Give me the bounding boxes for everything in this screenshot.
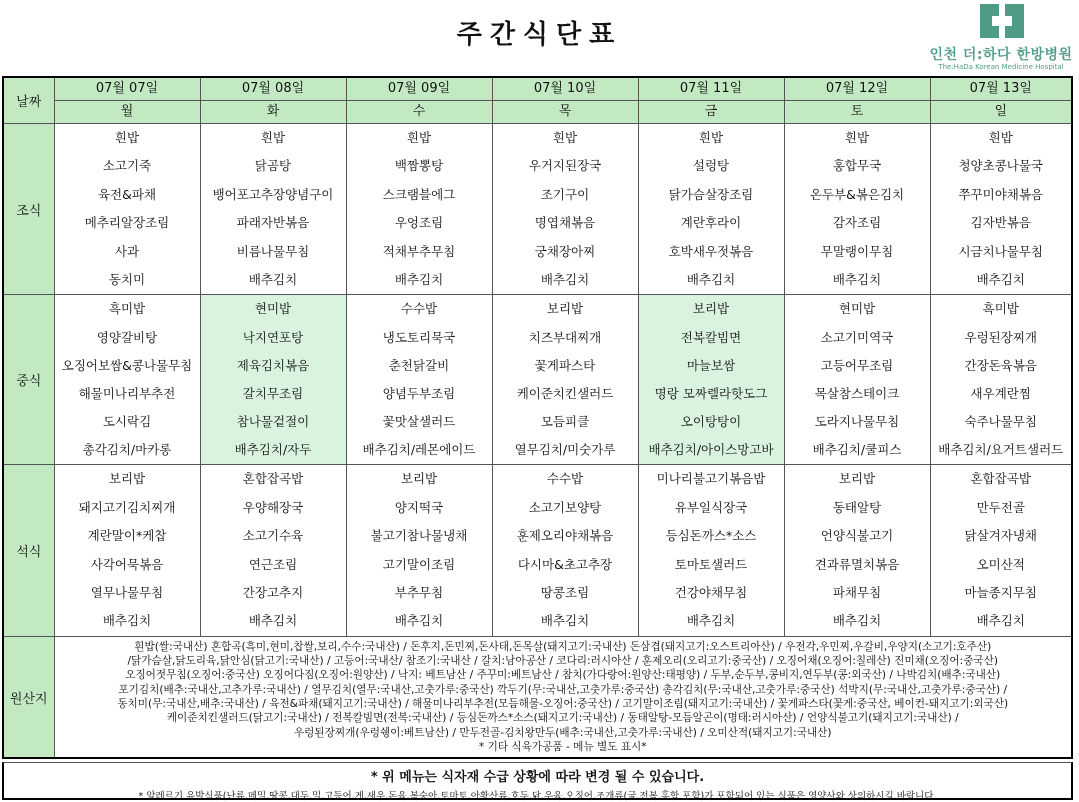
menu-item: 전복칼빔면 [680, 329, 742, 345]
day-weekday: 금 [638, 101, 784, 124]
menu-item: 숙주나물무침 [964, 414, 1037, 430]
menu-item: 온두부&볶은김치 [809, 186, 905, 202]
date-row [3, 77, 1072, 101]
menu-item: 낙지연포탕 [242, 329, 304, 345]
menu-item: 배추김치 [686, 613, 736, 629]
day-date: 07월 09일 [346, 77, 492, 101]
menu-item: 비름나물무침 [236, 243, 310, 259]
menu-item: 보리밥 [546, 301, 584, 317]
menu-item: 영양갈비탕 [96, 329, 158, 345]
menu-item: 소고기수육 [242, 528, 304, 544]
menu-item: 파래자반볶음 [236, 215, 310, 231]
menu-item: 배추김치 [248, 613, 298, 629]
menu-item: 배추김치 [832, 271, 882, 287]
menu-item: 마늘종지무침 [964, 585, 1037, 601]
breakfast-day-cell [346, 124, 492, 295]
menu-item: 수수밥 [546, 471, 584, 487]
day-weekday: 목 [492, 101, 638, 124]
day-weekday: 수 [346, 101, 492, 124]
weekly-menu-table [2, 76, 1073, 759]
date-header: 날짜 [3, 77, 54, 124]
menu-item: 흑미밥 [982, 301, 1019, 317]
dinner-day-cell [200, 465, 346, 636]
menu-item: 배추김치 [394, 613, 444, 629]
menu-item: 모듬피클 [540, 414, 590, 430]
menu-item: 보리밥 [692, 301, 730, 317]
menu-item: 동태알탕 [832, 499, 882, 515]
menu-item: 조기구이 [540, 186, 590, 202]
menu-item: 새우계란찜 [970, 385, 1031, 401]
lunch-day-cell [492, 295, 638, 465]
menu-item: 부추무침 [394, 585, 444, 601]
menu-item: 호박새우젓볶음 [668, 243, 754, 259]
menu-item: 명엽채볶음 [534, 215, 596, 231]
menu-item: 고등어무조림 [820, 357, 894, 373]
menu-item: 케이준치킨샐러드 [516, 385, 614, 401]
menu-item: 보리밥 [838, 471, 876, 487]
menu-item: 제육김치볶음 [236, 357, 310, 373]
menu-item: 견과류멸치볶음 [814, 556, 900, 572]
menu-item: 흰밥 [988, 130, 1013, 145]
breakfast-label: 조식 [3, 124, 54, 295]
allergy-notice: * 알레르기 유발식품(난류,메밀,땅콩,대두,밀,고등어,게,새우,돈육,복숭아,토마토,아황산류,호두,닭,우육,오징어,조개류(굴,전복,홍합 포함)가 포함되어 있는 식품은 영양사와 상의하시길 바랍니다. [138, 791, 937, 802]
menu-item: 닭살겨자냉채 [964, 528, 1037, 544]
menu-item: 명랑 모짜렐라핫도그 [654, 385, 768, 401]
menu-item: 목살참스테이크 [814, 385, 900, 401]
menu-item: 우거지된장국 [528, 158, 602, 174]
menu-item: 총각김치/마카롱 [82, 442, 172, 458]
menu-item: 우렁된장찌개 [964, 329, 1037, 345]
menu-item: 계란후라이 [680, 215, 742, 231]
menu-item: 갈치무조림 [242, 385, 304, 401]
origin-line: 흰밥(쌀:국내산) 혼합곡(흑미,현미,찹쌀,보리,수수:국내산) / 돈후지,돈민찌,돈사태,돈목살(돼지고기:국내산) 돈삼겹(돼지고기:오스트리아산) / 우전각,우민찌,우갈비,우양지(소고기:호주산) [134, 640, 992, 653]
menu-item: 우양해장국 [242, 499, 304, 515]
day-date: 07월 10일 [492, 77, 638, 101]
menu-item: 현미밥 [838, 301, 876, 317]
dinner-label: 석식 [3, 465, 54, 636]
day-date: 07월 11일 [638, 77, 784, 101]
breakfast-day-cell [492, 124, 638, 295]
day-date: 07월 12일 [784, 77, 930, 101]
menu-item: 만두전골 [976, 499, 1025, 515]
menu-item: 치즈부대찌개 [528, 329, 602, 345]
menu-item: 수수밥 [400, 301, 438, 317]
breakfast-row [3, 124, 1072, 295]
menu-item: 훈제오리야채볶음 [516, 528, 614, 544]
origin-label: 원산지 [3, 636, 54, 758]
menu-item: 도시락김 [102, 414, 152, 430]
lunch-day-cell [346, 295, 492, 465]
menu-item: 양지떡국 [394, 499, 444, 515]
menu-item: 김자반볶음 [970, 215, 1031, 231]
weekday-row [3, 101, 1072, 124]
menu-item: 흰밥 [114, 130, 140, 145]
lunch-label: 중식 [3, 295, 54, 465]
menu-item: 땅콩조림 [540, 585, 590, 601]
origin-details [54, 636, 1072, 758]
origin-line: 우렁된장찌개(우렁쉥이:베트남산) / 만두전골-김치왕만두(배추:국내산,고춧가루:국내산) / 오미산적(돼지고기:국내산) [293, 726, 832, 739]
menu-item: 미나리불고기볶음밥 [656, 471, 766, 487]
menu-item: 백짬뽕탕 [394, 158, 444, 174]
dinner-day-cell [492, 465, 638, 636]
menu-item: 마늘보쌈 [686, 357, 736, 373]
dinner-day-cell [346, 465, 492, 636]
menu-item: 배추김치 [540, 613, 590, 629]
day-date: 07월 08일 [200, 77, 346, 101]
menu-item: 건강야채무침 [674, 585, 748, 601]
hospital-logo [928, 4, 1074, 74]
dinner-day-cell [930, 465, 1072, 636]
menu-item: 간장고추지 [242, 585, 304, 601]
page-title: 주간식단표 [456, 20, 623, 50]
origin-line: * 기타 식육가공품 - 메뉴 별도 표시* [478, 740, 647, 753]
menu-item: 연근조림 [248, 556, 298, 572]
menu-item: 흰밥 [552, 130, 578, 145]
day-weekday: 월 [54, 101, 200, 124]
menu-item: 닭가슴살장조림 [668, 186, 754, 202]
menu-item: 흰밥 [698, 130, 724, 145]
menu-item: 꽃맛살샐러드 [382, 414, 456, 430]
dinner-day-cell [54, 465, 200, 636]
menu-item: 궁채장아찌 [534, 243, 596, 259]
notice-box [2, 762, 1073, 800]
menu-item: 파채무침 [832, 585, 882, 601]
menu-item: 배추김치/자두 [234, 442, 312, 458]
day-weekday: 일 [930, 101, 1072, 124]
menu-item: 유부일식장국 [674, 499, 748, 515]
menu-item: 배추김치/아이스망고바 [648, 442, 774, 458]
menu-item: 오이탕탕이 [680, 414, 742, 430]
menu-item: 우엉조림 [394, 215, 444, 231]
menu-item: 쭈꾸미야채볶음 [958, 186, 1044, 202]
origin-line: 동치미(무:국내산,배추:국내산) / 육전&파채(돼지고기:국내산) / 해물미나리부추전(모듬해물-오징어:중국산) / 고기말이조림(돼지고기:국내산) / 꽃게파스타(꽃게:중국산, 베이컨-돼지고기:외국산) [117, 698, 1009, 711]
menu-item: 배추김치 [394, 271, 444, 287]
menu-item: 현미밥 [254, 301, 292, 317]
dinner-row [3, 465, 1072, 636]
menu-item: 소고기미역국 [820, 329, 894, 345]
dinner-day-cell [784, 465, 930, 636]
dinner-day-cell [638, 465, 784, 636]
menu-item: 메추리알장조림 [84, 215, 170, 231]
menu-item: 도라지나물무침 [814, 414, 900, 430]
notice-main: * 위 메뉴는 식자재 수급 상황에 따라 변경 될 수 있습니다. [370, 770, 705, 785]
breakfast-day-cell [54, 124, 200, 295]
menu-item: 고기말이조림 [382, 556, 456, 572]
menu-item: 보리밥 [400, 471, 438, 487]
breakfast-day-cell [200, 124, 346, 295]
menu-item: 사과 [114, 243, 140, 259]
lunch-day-cell [784, 295, 930, 465]
day-weekday: 토 [784, 101, 930, 124]
menu-item: 사각어묵볶음 [90, 556, 164, 572]
menu-item: 홍합무국 [832, 158, 882, 174]
menu-item: 열무김치/미숫가루 [514, 442, 616, 458]
breakfast-day-cell [638, 124, 784, 295]
menu-item: 배추김치 [976, 613, 1025, 629]
menu-item: 감자조림 [832, 215, 882, 231]
menu-item: 계란말이*케찹 [87, 528, 167, 544]
breakfast-day-cell [930, 124, 1072, 295]
menu-item: 해물미나리부추전 [78, 385, 176, 401]
menu-item: 육전&파채 [97, 186, 157, 202]
origin-line: /닭가슴살,닭도리육,닭안심(닭고기:국내산) / 고등어:국내산/ 참조기:국내산 / 갈치:남아공산 / 코다리:러시아산 / 훈제오리(오리고기:중국산) / 오징어채(오징어:칠레산) 진미채(오징어:중국산) [127, 655, 999, 668]
menu-item: 흰밥 [260, 130, 286, 145]
menu-item: 배추김치 [832, 613, 882, 629]
breakfast-day-cell [784, 124, 930, 295]
menu-item: 소고기보양탕 [528, 499, 602, 515]
lunch-day-cell [54, 295, 200, 465]
logo-mark-icon [980, 4, 1024, 38]
menu-item: 혼합잡곡밥 [970, 471, 1031, 487]
menu-item: 설렁탕 [692, 158, 730, 174]
menu-item: 배추김치 [976, 271, 1025, 287]
menu-item: 양념두부조림 [382, 385, 456, 401]
menu-item: 등심돈까스*소스 [665, 528, 757, 544]
menu-item: 무말랭이무침 [820, 243, 894, 259]
origin-line: 케이준치킨샐러드(닭고기:국내산) / 전복칼빔면(전복:국내산) / 등심돈까스*소스(돼지고기:국내산) / 동태알탕-모듬알곤이(명태:러시아산) / 언양식불고기(돼지고기:국내산) / [166, 712, 959, 725]
menu-item: 춘천닭갈비 [388, 357, 450, 373]
menu-item: 오미산적 [976, 556, 1025, 572]
menu-item: 동치미 [108, 271, 146, 287]
menu-item: 배추김치/레몬에이드 [362, 442, 476, 458]
logo-subtitle: The:HaDa Korean Medicine Hospital [938, 63, 1064, 71]
menu-item: 흑미밥 [108, 301, 146, 317]
menu-item: 혼합잡곡밥 [242, 471, 304, 487]
menu-item: 돼지고기김치찌개 [78, 499, 176, 515]
origin-line: 오징어젓무침(오징어:중국산) 오징어다짐(오징어:원양산) / 낙지: 베트남산 / 주꾸미:베트남산 / 참치(가다랑어:원양산:태평양) / 두부,순두부,콩비지,연두부(콩:외국산) / 나박김치(배추:국내산) [125, 669, 1001, 682]
menu-item: 뱅어포고추장양념구이 [212, 186, 334, 202]
menu-item: 흰밥 [406, 130, 432, 145]
menu-item: 청양초콩나물국 [958, 158, 1044, 174]
lunch-row [3, 295, 1072, 465]
menu-item: 흰밥 [844, 130, 870, 145]
day-date: 07월 07일 [54, 77, 200, 101]
menu-item: 언양식불고기 [820, 528, 894, 544]
menu-item: 참나물겉절이 [236, 414, 310, 430]
day-date: 07월 13일 [930, 77, 1072, 101]
menu-item: 불고기참나물냉채 [370, 528, 468, 544]
menu-item: 스크램블에그 [382, 186, 456, 202]
menu-item: 열무나물무침 [90, 585, 164, 601]
menu-item: 토마토샐러드 [674, 556, 748, 572]
menu-item: 오징어보쌈&콩나물무침 [61, 357, 193, 373]
menu-item: 냉도토리묵국 [382, 329, 456, 345]
menu-item: 간장돈육볶음 [964, 357, 1037, 373]
menu-item: 꽃게파스타 [534, 357, 596, 373]
menu-item: 다시마&초고추장 [517, 556, 613, 572]
origin-line: 포기김치(배추:국내산,고추가루:국내산) / 열무김치(열무:국내산,고춧가루:중국산) 깍두기(무:국내산,고춧가루:중국산) 총각김치(무:국내산,고춧가루:중국산) 석박지(무:국내산,고춧가루:중국산) / [118, 683, 1008, 696]
lunch-day-cell [638, 295, 784, 465]
lunch-day-cell [200, 295, 346, 465]
menu-item: 시금치나물무침 [958, 243, 1044, 259]
menu-item: 배추김치 [102, 613, 152, 629]
menu-item: 보리밥 [108, 471, 146, 487]
menu-item: 배추김치 [248, 271, 298, 287]
day-weekday: 화 [200, 101, 346, 124]
menu-item: 배추김치/요거트샐러드 [938, 442, 1064, 458]
menu-item: 적채부추무침 [382, 243, 456, 259]
menu-item: 닭곰탕 [254, 158, 292, 174]
logo-name: 인천 더:하다 한방병원 [929, 47, 1073, 63]
menu-item: 배추김치/쿨피스 [812, 442, 902, 458]
origin-row [3, 636, 1072, 758]
menu-item: 배추김치 [540, 271, 590, 287]
menu-item: 배추김치 [686, 271, 736, 287]
lunch-day-cell [930, 295, 1072, 465]
menu-item: 소고기죽 [102, 158, 152, 174]
